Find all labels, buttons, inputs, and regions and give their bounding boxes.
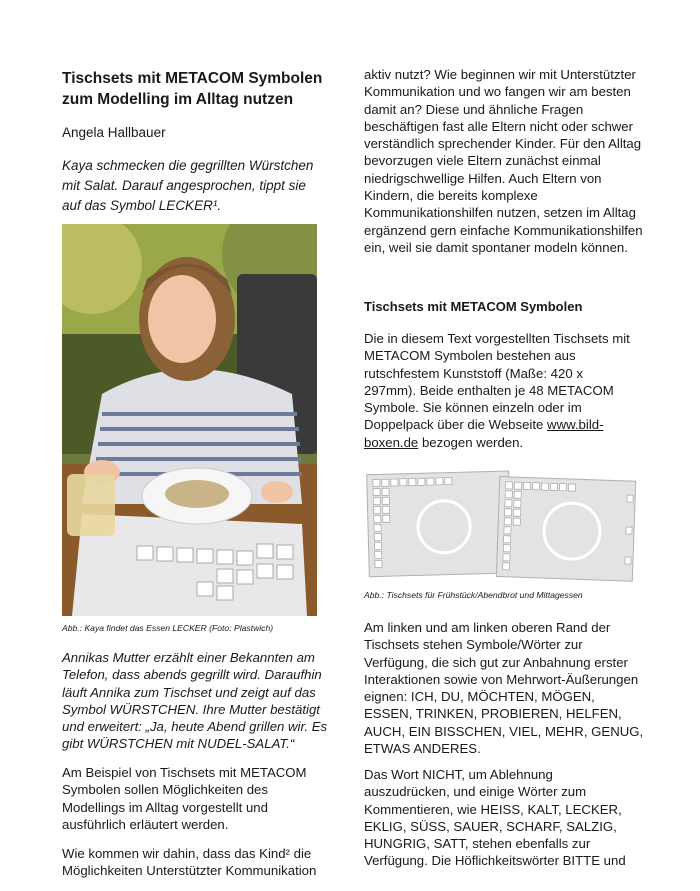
paragraph-word-nicht: Das Wort NICHT, um Ablehnung auszudrücken, und einige Wörter zum Kommentieren, wie HEISS, KALT, LECKER, EKLIG, SÜSS, SAUER, SCHARF, SALZIG, HUNGRIG, SATT, stehen ebenfalls zur Verfügung. Die Höflichkeitswörter BITTE und xyxy=(364,767,626,869)
paragraph-modelling: Am Beispiel von Tischsets mit METACOM Symbolen sollen Möglichkeiten des Modellings im Alltag vorgestellt und ausführlich erläutert werden. xyxy=(62,765,307,832)
section-heading: Tischsets mit METACOM Symbolen xyxy=(364,299,583,314)
placemats-caption: Abb.: Tischsets für Frühstück/Abendbrot und Mittagessen xyxy=(364,590,583,600)
paragraph-annika: Annikas Mutter erzählt einer Bekannten am Telefon, dass abends gegrillt wird. Daraufhin läuft Annika zum Tischset und zeigt auf das Symbol WÜRSTCHEN. Ihre Mutter bestätigt und erweitert: „Ja, heute Abend grillen wir. Es gibt WÜRSTCHEN mit NUDEL-SALAT.“ xyxy=(62,650,328,752)
website-link[interactable]: www.bild-boxen.de xyxy=(364,417,604,450)
tischsets-description-end: bezogen werden. xyxy=(421,434,524,450)
tischsets-description: Die in diesem Text vorgestellten Tischsets mit METACOM Symbolen bestehen aus rutschfestem Kunststoff (Maße: 420 x 297mm). Beide enthalten je 48 METACOM Symbole. Sie können einzeln oder im Doppelpack über die Webseite xyxy=(364,331,630,433)
photo-girl-at-table xyxy=(62,224,317,616)
article-title: Tischsets mit METACOM Symbolen zum Modelling im Alltag nutzen xyxy=(62,70,323,108)
placemats-image xyxy=(364,465,639,585)
paragraph-symbols-left-edge: Am linken und am linken oberen Rand der Tischsets stehen Symbole/Wörter zur Verfügung, die sich gut zur Anbahnung erster Interaktionen sowie von Mehrwort-Äußerungen eignen: ICH, DU, MÖCHTEN, MÖGEN, ESSEN, TRINKEN, PROBIEREN, HELFEN, AUCH, EIN BISSCHEN, VIEL, MEHR, GENUG, ETWAS ANDERES. xyxy=(364,620,644,757)
paragraph-questions-continued: aktiv nutzt? Wie beginnen wir mit Unterstützter Kommunikation und wo fangen wir am besten damit an? Diese und ähnliche Fragen beschäftigen fast alle Eltern nicht oder schwer verständlich sprechender Kinder. Für den Alltag bevorzugen viele Eltern zunächst einmal niedrigschwellige Hilfen. Auch Eltern von Kindern, die bereits komplexe Kommunikationshilfen nutzen, setzen im Alltag ergänzend gern einfache Kommunikationshilfen ein, weil sie damit spontaner modeln können. xyxy=(364,67,643,255)
author-name: Angela Hallbauer xyxy=(62,125,166,140)
intro-text: Kaya schmecken die gegrillten Würstchen mit Salat. Darauf angesprochen, tippt sie auf das Symbol LECKER¹. xyxy=(62,158,314,213)
paragraph-question: Wie kommen wir dahin, dass das Kind² die Möglichkeiten Unterstützter Kommunikation xyxy=(62,846,317,879)
photo-caption: Abb.: Kaya findet das Essen LECKER (Foto: Plastwich) xyxy=(62,623,274,633)
paragraph-tischsets xyxy=(364,330,632,451)
